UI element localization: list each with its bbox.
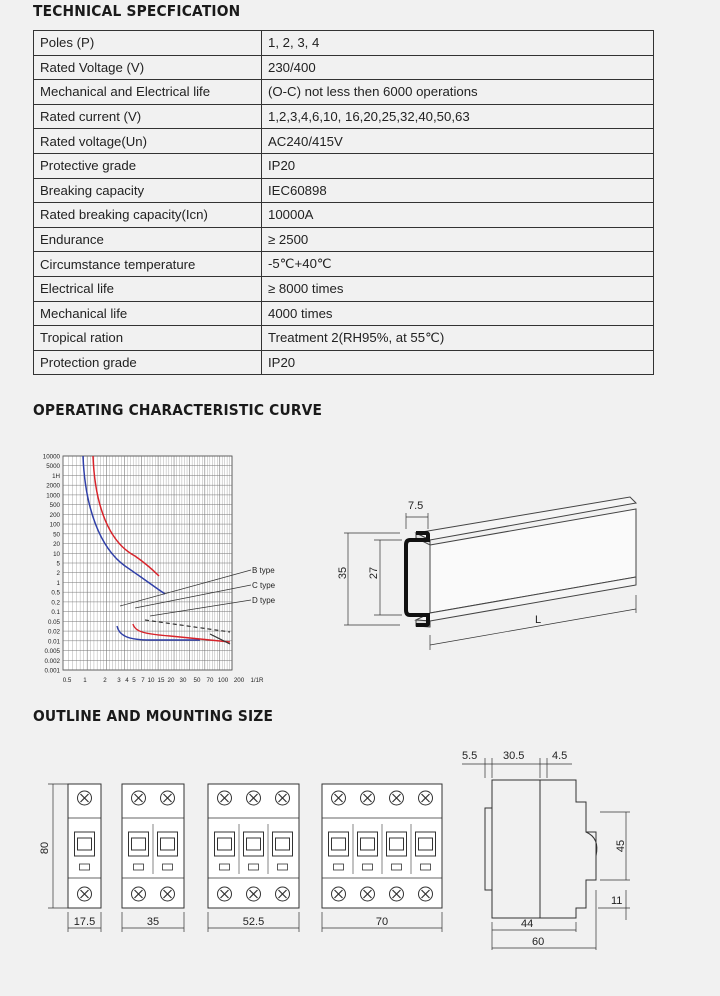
spec-row (34, 31, 654, 56)
characteristic-curve-chart (25, 448, 285, 688)
spec-row (34, 129, 654, 154)
side-dim-60: 60 (532, 936, 545, 948)
spec-row (34, 153, 654, 178)
spec-value: -5℃+40℃ (262, 252, 654, 277)
curve-y-tick: 100 (49, 521, 60, 529)
spec-value: 4000 times (262, 301, 654, 326)
spec-value: ≥ 2500 (262, 227, 654, 252)
spec-label: Rated current (V) (34, 104, 262, 129)
spec-label: Electrical life (34, 276, 262, 301)
spec-value: (O-C) not less then 6000 operations (262, 80, 654, 105)
curve-y-tick: 2 (56, 570, 60, 578)
breaker-1-pole (68, 784, 101, 932)
spec-value: 1,2,3,4,6,10, 16,20,25,32,40,50,63 (262, 104, 654, 129)
spec-value: AC240/415V (262, 129, 654, 154)
spec-row (34, 301, 654, 326)
curve-y-tick: 0.002 (44, 657, 60, 665)
curve-y-tick: 50 (53, 531, 60, 539)
curve-y-tick: 0.5 (51, 589, 60, 597)
spec-label: Tropical ration (34, 326, 262, 351)
curve-x-tick: 3 (117, 677, 121, 684)
spec-label: Breaking capacity (34, 178, 262, 203)
curve-y-tick: 0.01 (47, 638, 60, 646)
spec-value: 1, 2, 3, 4 (262, 31, 654, 56)
spec-label: Protection grade (34, 350, 262, 375)
spec-row (34, 252, 654, 277)
curve-y-tick: 200 (49, 511, 60, 519)
breaker-4-pole (322, 784, 442, 932)
spec-row (34, 203, 654, 228)
curve-x-tick: 20 (167, 677, 175, 684)
spec-label: Rated Voltage (V) (34, 55, 262, 80)
curve-x-ticks (63, 677, 264, 684)
spec-label: Protective grade (34, 153, 262, 178)
spec-value: ≥ 8000 times (262, 276, 654, 301)
outline-drawing (0, 740, 720, 996)
curve-x-tick: 200 (233, 677, 245, 684)
rail-dim-27: 27 (368, 566, 380, 580)
b-type-label: B type (252, 566, 275, 575)
spec-value: IP20 (262, 153, 654, 178)
spec-row (34, 104, 654, 129)
curve-y-tick: 0.005 (44, 648, 60, 656)
din-rail-drawing (330, 485, 650, 660)
curve-y-tick: 10000 (42, 453, 60, 461)
spec-value: IEC60898 (262, 178, 654, 203)
outline-width-dim: 35 (146, 916, 160, 928)
curve-y-tick: 5000 (46, 463, 60, 471)
curve-x-tick: 0.5 (62, 677, 72, 684)
rail-dim-l: L (535, 614, 542, 626)
spec-row (34, 80, 654, 105)
spec-value: IP20 (262, 350, 654, 375)
spec-label: Rated breaking capacity(Icn) (34, 203, 262, 228)
outline-dim-80: 80 (39, 841, 51, 855)
curve-y-tick: 0.02 (47, 628, 60, 636)
curve-x-tick: 50 (193, 677, 201, 684)
spec-label: Poles (P) (34, 31, 262, 56)
spec-label: Endurance (34, 227, 262, 252)
side-view (485, 780, 597, 918)
outline-width-dim: 17.5 (73, 916, 96, 928)
spec-table (33, 30, 654, 375)
side-dim-45: 45 (615, 839, 627, 853)
curve-x-tick: 1/1R (250, 677, 264, 684)
spec-value: 230/400 (262, 55, 654, 80)
spec-row (34, 350, 654, 375)
curve-y-tick: 0.05 (47, 618, 60, 626)
curve-y-ticks (43, 454, 61, 675)
c-type-label: C type (252, 581, 276, 590)
curve-x-tick: 70 (206, 677, 214, 684)
rail-dim-7-5: 7.5 (408, 500, 424, 512)
d-type-label: D type (252, 596, 276, 605)
curve-x-tick: 4 (125, 677, 129, 684)
outline-heading: OUTLINE AND MOUNTING SIZE (33, 707, 274, 725)
curve-y-tick: 500 (49, 502, 60, 510)
spec-row (34, 276, 654, 301)
curve-x-tick: 2 (103, 677, 107, 684)
spec-row (34, 326, 654, 351)
spec-value: Treatment 2(RH95%, at 55℃) (262, 326, 654, 351)
side-dim-44: 44 (521, 918, 534, 930)
curve-x-tick: 30 (179, 677, 187, 684)
curve-x-tick: 15 (157, 677, 165, 684)
spec-row (34, 55, 654, 80)
curve-x-tick: 5 (132, 677, 136, 684)
curve-x-tick: 1 (83, 677, 87, 684)
curve-y-tick: 10 (53, 550, 60, 558)
outline-width-dim: 52.5 (242, 916, 265, 928)
curve-x-tick: 7 (141, 677, 145, 684)
curve-y-tick: 20 (53, 541, 60, 549)
spec-heading: TECHNICAL SPECFICATION (33, 2, 241, 20)
curve-heading: OPERATING CHARACTERISTIC CURVE (33, 401, 323, 419)
spec-label: Mechanical life (34, 301, 262, 326)
spec-row (34, 227, 654, 252)
spec-label: Rated voltage(Un) (34, 129, 262, 154)
curve-y-tick: 1H (52, 472, 60, 480)
side-dim-4-5: 4.5 (552, 750, 568, 762)
side-dim-30-5: 30.5 (503, 750, 525, 762)
curve-y-tick: 2000 (46, 482, 60, 490)
curve-x-tick: 10 (147, 677, 155, 684)
curve-grid (63, 456, 232, 670)
curve-x-tick: 100 (217, 677, 229, 684)
curve-y-tick: 1 (56, 579, 60, 587)
side-dim-5-5: 5.5 (462, 750, 478, 762)
breaker-3-pole (208, 784, 299, 932)
curve-y-tick: 0.2 (51, 599, 60, 607)
curve-y-tick: 0.1 (51, 609, 60, 617)
spec-label: Circumstance temperature (34, 252, 262, 277)
curve-y-tick: 5 (56, 560, 60, 568)
spec-label: Mechanical and Electrical life (34, 80, 262, 105)
breaker-2-pole (122, 784, 184, 932)
side-dim-11: 11 (611, 895, 623, 907)
spec-value: 10000A (262, 203, 654, 228)
rail-dim-35: 35 (337, 566, 349, 580)
curve-y-tick: 0.001 (44, 667, 60, 675)
curve-y-tick: 1000 (46, 492, 60, 500)
spec-row (34, 178, 654, 203)
outline-width-dim: 70 (375, 916, 389, 928)
